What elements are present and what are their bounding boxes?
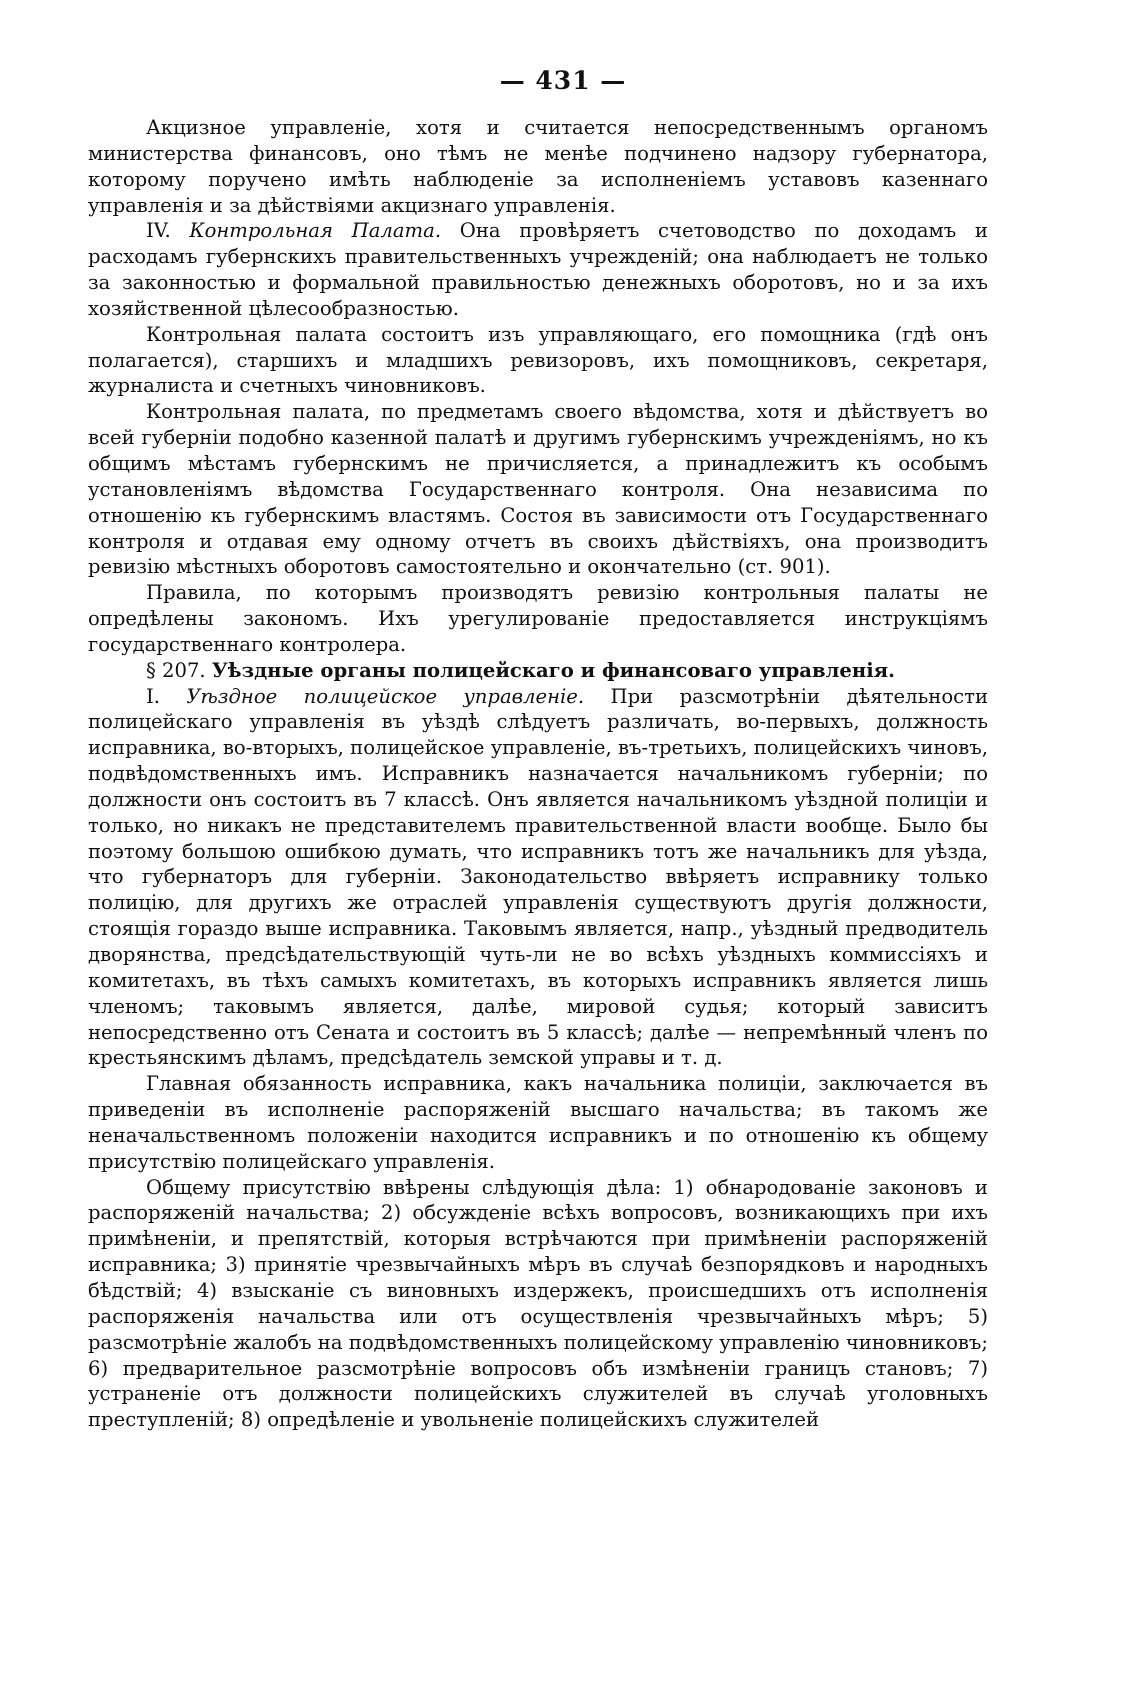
document-page (88, 66, 988, 1433)
page-number: — 431 — (499, 66, 627, 95)
paragraph-jurisdiction: Контрольная палата, по предметамъ своего вѣдомства, хотя и дѣйствуетъ во всей губерніи подобно казенной палатѣ и другимъ губернскимъ учрежденіямъ, но къ общимъ мѣстамъ губернскимъ не причисляется, а принадлежитъ къ особымъ установленіямъ вѣдомства Государственнаго контроля. Она независима по отношенію къ губернскимъ властямъ. Состоя въ зависимости отъ Государственнаго контроля и отдавая ему одному отчетъ въ своихъ дѣйствіяхъ, она производитъ ревизію мѣстныхъ оборотовъ самостоятельно и окончательно (ст. 901). (88, 400, 988, 579)
section-207 (88, 658, 988, 684)
section-207-number: § 207. (146, 658, 206, 682)
paragraph-general-presence: Общему присутствію ввѣрены слѣдующія дѣла: 1) обнародованіе законовъ и распоряженій начальства; 2) обсужденіе всѣхъ вопросовъ, возникающихъ при ихъ примѣненіи, и препятствій, которыя встрѣчаются при примѣненіи распоряженій исправника; 3) принятіе чрезвычайныхъ мѣръ въ случаѣ безпорядковъ и народныхъ бѣдствій; 4) взысканіе съ виновныхъ издержекъ, происшедшихъ отъ исполненія распоряженія начальства или отъ осуществленія чрезвычайныхъ мѣръ; 5) разсмотрѣніе жалобъ на подвѣдомственныхъ полицейскому управленію чиновниковъ; 6) предварительное разсмотрѣніе вопросовъ объ измѣненіи границъ становъ; 7) устраненіе отъ должности полицейскихъ служителей въ случаѣ уголовныхъ преступленій; 8) опредѣленіе и увольненіе полицейскихъ служителей (88, 1175, 988, 1432)
paragraph-main-duty: Главная обязанность исправника, какъ начальника полиціи, заключается въ приведеніи въ исполненіе распоряженій высшаго начальства; въ такомъ же неначальственномъ положеніи находится исправникъ и по отношенію къ общему присутствію полицейскаго управленія. (88, 1072, 988, 1173)
section-i-title: Уѣздное полицейское управленіе. (186, 684, 585, 708)
section-iv-number: IV. (146, 219, 171, 243)
section-i-text: При разсмотрѣніи дѣятельности полицейскаго управленія въ уѣздѣ слѣдуетъ различать, во-первыхъ, должность исправника, во-вторыхъ, полицейское управленіе, въ-третьихъ, полицейскихъ чиновъ, подвѣдомственныхъ имъ. Исправникъ назначается начальникомъ губерніи; по должности онъ состоитъ въ 7 классѣ. Онъ является начальникомъ уѣздной полиціи и только, но никакъ не представителемъ правительственной власти вообще. Было бы поэтому большою ошибкою думать, что исправникъ тотъ же начальникъ для уѣзда, что губернаторъ для губерніи. Законодательство ввѣряетъ исправнику только полицію, для другихъ же отраслей управленія существуютъ другія должности, стоящія гораздо выше исправника. Таковымъ является, напр., уѣздный предводитель дворянства, предсѣдательствующій чуть-ли не во всѣхъ уѣздныхъ коммиссіяхъ и комитетахъ, въ тѣхъ самыхъ комитетахъ, въ которыхъ исправникъ является лишь членомъ; таковымъ является, далѣе, мировой судья; который зависитъ непосредственно отъ Сената и состоитъ въ 5 классѣ; далѣе — непремѣнный членъ по крестьянскимъ дѣламъ, предсѣдатель земской управы и т. д. (88, 684, 988, 1070)
section-iv-text: Она провѣряетъ счетоводство по доходамъ и расходамъ губернскихъ правительственныхъ учрежденій; она наблюдаетъ не только за законностью и формальной правильностью денежныхъ оборотовъ, но и за ихъ хозяйственной цѣлесообразностью. (88, 219, 988, 320)
section-i-number: I. (146, 684, 160, 708)
section-iv (88, 218, 988, 321)
paragraph-excise: Акцизное управленіе, хотя и считается непосредственнымъ органомъ министерства финансовъ, оно тѣмъ не менѣе подчинено надзору губернатора, которому поручено имѣть наблюденіе за исполненіемъ уставовъ казеннаго управленія и за дѣйствіями акцизнаго управленія. (88, 116, 988, 217)
section-207-title: Уѣздные органы полицейскаго и финансоваго управленія. (211, 658, 895, 682)
section-i (88, 684, 988, 1072)
section-iv-title: Контрольная Палата. (189, 219, 442, 243)
paragraph-rules: Правила, по которымъ производятъ ревизію контрольныя палаты не опредѣлены закономъ. Ихъ урегулированіе предоставляется инструкціямъ государственнаго контролера. (88, 581, 988, 656)
paragraph-composition: Контрольная палата состоитъ изъ управляющаго, его помощника (гдѣ онъ полагается), старшихъ и младшихъ ревизоровъ, ихъ помощниковъ, секретаря, журналиста и счетныхъ чиновниковъ. (88, 322, 988, 398)
